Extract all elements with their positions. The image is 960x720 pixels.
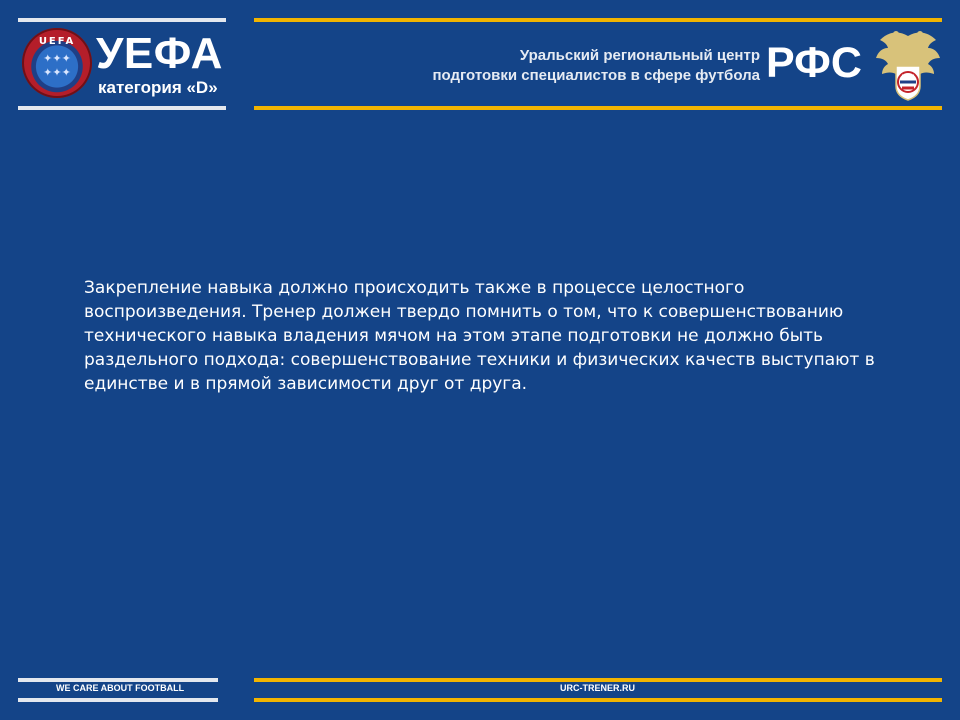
center-name bbox=[432, 46, 760, 86]
uefa-title: УЕФА bbox=[96, 29, 223, 78]
top-gold-rule bbox=[254, 18, 942, 22]
footer-light-rule bbox=[18, 678, 218, 682]
bottom-gold-rule bbox=[254, 106, 942, 110]
footer-website-link[interactable]: URC-TRENER.RU bbox=[560, 683, 635, 693]
footer-gold-rule bbox=[254, 678, 942, 682]
center-name-line2: подготовки специалистов в сфере футбола bbox=[432, 67, 760, 84]
uefa-stars-icon: ✦✦✦ ✦✦✦ bbox=[43, 52, 71, 79]
double-headed-eagle-icon bbox=[874, 26, 942, 104]
footer bbox=[0, 676, 960, 720]
footer-bottom-light-rule bbox=[18, 698, 218, 702]
rfs-header bbox=[254, 18, 942, 110]
rfs-title: РФС bbox=[766, 39, 862, 87]
uefa-category: категория «D» bbox=[98, 78, 218, 97]
center-name-line1: Уральский региональный центр bbox=[519, 47, 760, 64]
main-paragraph: Закрепление навыка должно происходить также в процессе целостного воспроизведения. Тренер должен твердо помнить о том, что к совершенствованию технического навыка владения мячом на этом этапе подготовки не должно быть раздельного подхода: совершенствование техники и физических качеств выступают в единстве и в прямой зависимости друг от друга. bbox=[84, 278, 875, 394]
footer-bottom-gold-rule bbox=[254, 698, 942, 702]
uefa-header bbox=[18, 18, 226, 110]
uefa-top-rule bbox=[18, 18, 226, 22]
uefa-logo-text: UEFA bbox=[38, 36, 76, 47]
uefa-bottom-rule bbox=[18, 106, 226, 110]
uefa-logo bbox=[22, 28, 92, 98]
footer-slogan: WE CARE ABOUT FOOTBALL bbox=[56, 683, 185, 693]
